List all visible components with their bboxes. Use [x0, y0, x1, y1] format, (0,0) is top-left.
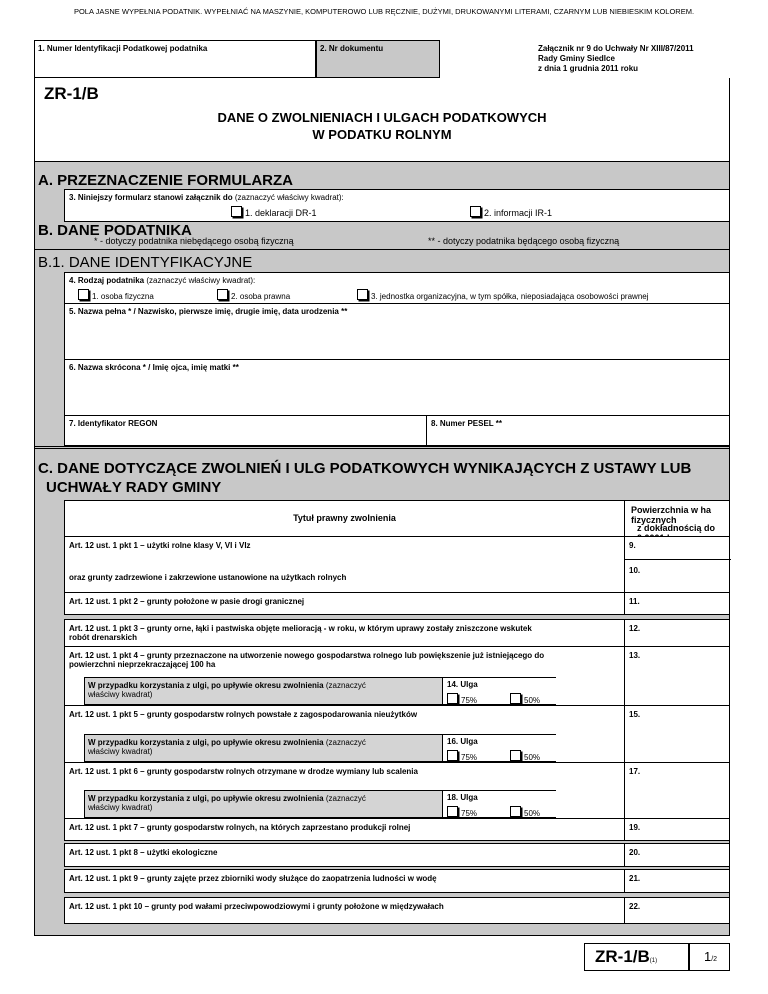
- form-code: ZR-1/B: [44, 84, 99, 103]
- doc-number-field: [316, 40, 440, 78]
- table-row: Art. 12 ust. 1 pkt 5 – grunty gospodarstw rolnych powstałe z zagospodarowania nieużytków 15.: [64, 705, 730, 765]
- relief-18: W przypadku korzystania z ulgi, po upływie okresu zwolnienia (zaznaczyć właściwy kwadrat) 18. Ulga 75% 50%: [84, 790, 556, 818]
- field-4: 4. Rodzaj podatnika (zaznaczyć właściwy kwadrat): 1. osoba fizyczna 2. osoba prawna 3. jednostka organizacyjna, w tym spółka, nieposiadająca osobowości prawnej: [64, 272, 730, 304]
- option-75[interactable]: 75%: [447, 750, 477, 762]
- checkbox-icon[interactable]: [510, 693, 521, 704]
- table-header: [64, 500, 730, 537]
- option-organizational-unit[interactable]: 3. jednostka organizacyjna, w tym spółka, nieposiadająca osobowości prawnej: [357, 289, 649, 301]
- field-5[interactable]: 5. Nazwa pełna * / Nazwisko, pierwsze imię, drugie imię, data urodzenia **: [64, 303, 730, 360]
- attachment-note: Załącznik nr 9 do Uchwały Nr XIII/87/2011 Rady Gminy Siedlce z dnia 1 grudnia 2011 roku: [538, 44, 694, 73]
- relief-16: W przypadku korzystania z ulgi, po upływie okresu zwolnienia (zaznaczyć właściwy kwadrat) 16. Ulga 75% 50%: [84, 734, 556, 762]
- doc-number-label: 2. Nr dokumentu: [320, 44, 384, 53]
- checkbox-icon[interactable]: [510, 750, 521, 761]
- field-7-regon[interactable]: 7. Identyfikator REGON: [64, 415, 427, 446]
- table-row: Art. 12 ust. 1 pkt 6 – grunty gospodarstw rolnych otrzymane w drodze wymiany lub scalenia 17.: [64, 762, 730, 822]
- nip-field[interactable]: [34, 40, 316, 78]
- section-c-title: C. DANE DOTYCZĄCE ZWOLNIEŃ I ULG PODATKOWYCH WYNIKAJĄCYCH Z USTAWY LUB UCHWAŁY RADY GMINY: [38, 460, 692, 496]
- table-row: Art. 12 ust. 1 pkt 7 – grunty gospodarstw rolnych, na których zaprzestano produkcji rolnej 19.: [64, 818, 730, 841]
- page-title: DANE O ZWOLNIENIACH I ULGACH PODATKOWYCH W PODATKU ROLNYM: [217, 110, 547, 142]
- field-21[interactable]: 21.: [624, 870, 731, 892]
- divider: [34, 446, 730, 449]
- divider: [34, 249, 730, 250]
- field-20[interactable]: 20.: [624, 844, 731, 866]
- checkbox-icon[interactable]: [447, 693, 458, 704]
- option-75[interactable]: 75%: [447, 806, 477, 818]
- table-row: Art. 12 ust. 1 pkt 8 – użytki ekologiczne 20.: [64, 843, 730, 867]
- section-b-note-2: ** - dotyczy podatnika będącego osobą fizyczną: [428, 236, 620, 246]
- checkbox-icon[interactable]: [357, 289, 368, 300]
- section-b-note-1: * - dotyczy podatnika niebędącego osobą fizyczną: [94, 236, 294, 246]
- table-row: Art. 12 ust. 1 pkt 4 – grunty przeznaczone na utworzenie nowego gospodarstwa rolnego lub powiększenie już istniejącego do powierzchni nieprzekraczającej 100 ha 13.: [64, 646, 730, 706]
- option-ir1[interactable]: 2. informacji IR-1: [470, 206, 552, 218]
- field-8-pesel[interactable]: 8. Numer PESEL **: [426, 415, 730, 446]
- field-17[interactable]: 17.: [624, 763, 731, 821]
- table-row: Art. 12 ust. 1 pkt 3 – grunty orne, łąki i pastwiska objęte melioracją - w roku, w którym uprawy zostały zniszczone wskutek robót drenarskich 12.: [64, 619, 730, 647]
- field-9[interactable]: 9.: [624, 537, 731, 559]
- option-50[interactable]: 50%: [510, 806, 540, 818]
- option-50[interactable]: 50%: [510, 750, 540, 762]
- option-dr1[interactable]: 1. deklaracji DR-1: [231, 206, 317, 218]
- table-row: Art. 12 ust. 1 pkt 2 – grunty położone w pasie drogi granicznej 11.: [64, 592, 730, 615]
- checkbox-icon[interactable]: [231, 206, 242, 217]
- checkbox-icon[interactable]: [447, 806, 458, 817]
- field-19[interactable]: 19.: [624, 819, 731, 840]
- field-3: 3. Niniejszy formularz stanowi załącznik do (zaznaczyć właściwy kwadrat): 1. deklaracji DR-1 2. informacji IR-1: [64, 189, 730, 222]
- table-row: Art. 12 ust. 1 pkt 1 – użytki rolne klasy V, VI i VIz oraz grunty zadrzewione i zakrzewione ustanowione na użytkach rolnych 9. 10.: [64, 536, 730, 593]
- checkbox-icon[interactable]: [510, 806, 521, 817]
- page-number: 1/2: [689, 943, 730, 971]
- table-row: Art. 12 ust. 1 pkt 10 – grunty pod wałami przeciwpowodziowymi i grunty położone w międzywałach 22.: [64, 897, 730, 924]
- section-b-title: B. DANE PODATNIKA: [38, 222, 192, 239]
- checkbox-icon[interactable]: [78, 289, 89, 300]
- footer-form-code: ZR-1/B(1): [584, 943, 689, 971]
- section-b1-title: B.1. DANE IDENTYFIKACYJNE: [38, 254, 253, 271]
- table-row: Art. 12 ust. 1 pkt 9 – grunty zajęte przez zbiorniki wody służące do zaopatrzenia ludności w wodę 21.: [64, 869, 730, 893]
- field-6[interactable]: 6. Nazwa skrócona * / Imię ojca, imię matki **: [64, 359, 730, 416]
- section-a-title: A. PRZEZNACZENIE FORMULARZA: [38, 172, 293, 189]
- option-50[interactable]: 50%: [510, 693, 540, 705]
- column-area-line1: Powierzchnia w ha fizycznych: [631, 505, 712, 525]
- top-note: POLA JASNE WYPEŁNIA PODATNIK. WYPEŁNIAĆ NA MASZYNIE, KOMPUTEROWO LUB RĘCZNIE, DUŻYMI, DRUKOWANYMI LITERAMI, CZARNYM LUB NIEBIESKIM KOLOREM.: [73, 7, 695, 16]
- option-legal-person[interactable]: 2. osoba prawna: [217, 289, 290, 301]
- relief-14: W przypadku korzystania z ulgi, po upływie okresu zwolnienia (zaznaczyć właściwy kwadrat) 14. Ulga 75% 50%: [84, 677, 556, 705]
- nip-label: 1. Numer Identyfikacji Podatkowej podatnika: [38, 44, 208, 53]
- column-title: Tytuł prawny zwolnienia: [293, 513, 396, 523]
- field-13[interactable]: 13.: [624, 647, 731, 705]
- field-11[interactable]: 11.: [624, 593, 731, 614]
- checkbox-icon[interactable]: [470, 206, 481, 217]
- checkbox-icon[interactable]: [447, 750, 458, 761]
- column-area-line2: z dokładnością do: [637, 523, 716, 533]
- option-natural-person[interactable]: 1. osoba fizyczna: [78, 289, 154, 301]
- field-22[interactable]: 22.: [624, 898, 731, 923]
- field-10[interactable]: 10.: [624, 559, 731, 592]
- option-75[interactable]: 75%: [447, 693, 477, 705]
- field-12[interactable]: 12.: [624, 620, 731, 646]
- field-15[interactable]: 15.: [624, 706, 731, 764]
- checkbox-icon[interactable]: [217, 289, 228, 300]
